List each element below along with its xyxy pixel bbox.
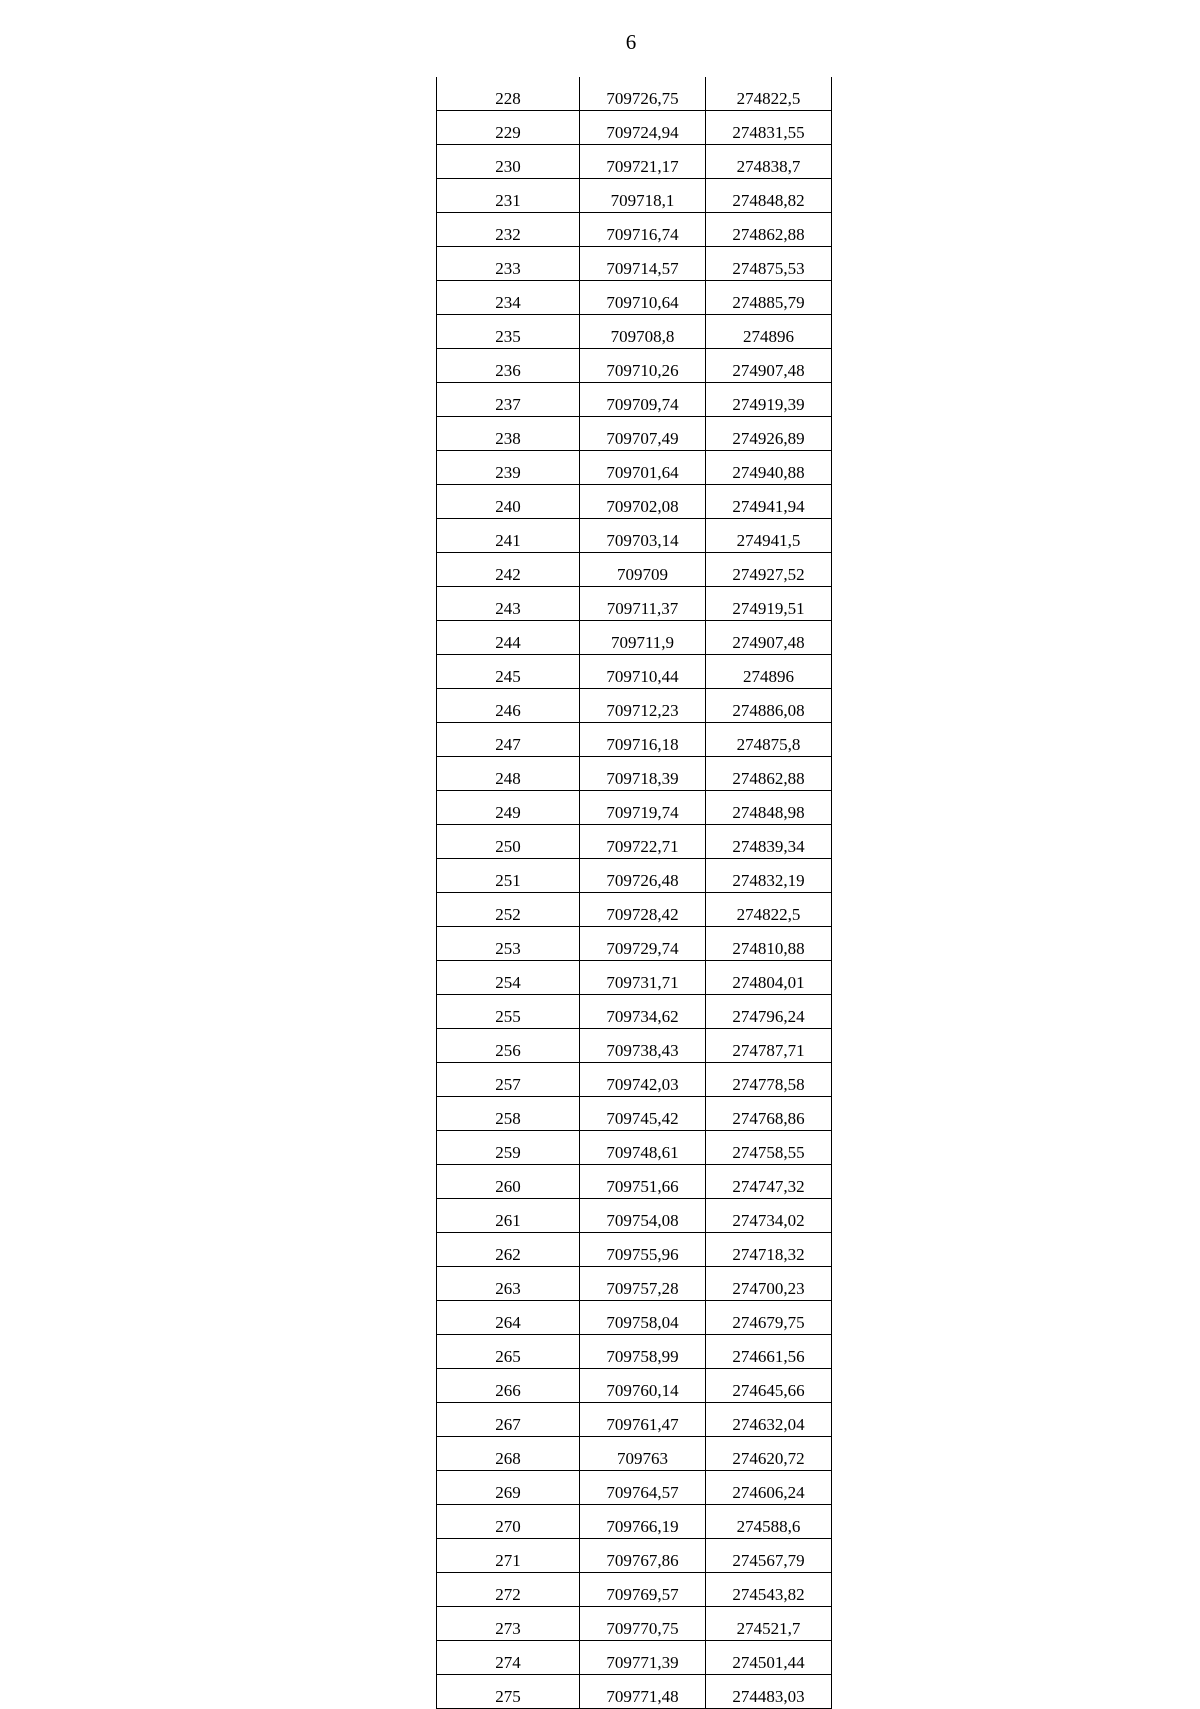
table-row: [437, 383, 832, 417]
x-coordinate-cell: 709701,64: [580, 451, 706, 485]
x-coordinate-cell: 709728,42: [580, 893, 706, 927]
point-number-cell: 230: [437, 145, 580, 179]
table-row: [437, 111, 832, 145]
x-coordinate-cell: 709771,48: [580, 1675, 706, 1709]
table-row: [437, 247, 832, 281]
y-coordinate-cell: 274606,24: [706, 1471, 832, 1505]
x-coordinate-cell: 709742,03: [580, 1063, 706, 1097]
x-coordinate-cell: 709748,61: [580, 1131, 706, 1165]
x-coordinate-cell: 709708,8: [580, 315, 706, 349]
point-number-cell: 259: [437, 1131, 580, 1165]
point-number-cell: 235: [437, 315, 580, 349]
table-row: [437, 1335, 832, 1369]
page-number: 6: [625, 30, 637, 54]
table-row: [437, 315, 832, 349]
table-row: [437, 1097, 832, 1131]
point-number-cell: 243: [437, 587, 580, 621]
coordinates-table: [436, 77, 832, 1709]
table-row: [437, 1063, 832, 1097]
y-coordinate-cell: 274862,88: [706, 213, 832, 247]
table-row: [437, 655, 832, 689]
x-coordinate-cell: 709711,9: [580, 621, 706, 655]
point-number-cell: 229: [437, 111, 580, 145]
x-coordinate-cell: 709716,18: [580, 723, 706, 757]
y-coordinate-cell: 274758,55: [706, 1131, 832, 1165]
x-coordinate-cell: 709719,74: [580, 791, 706, 825]
x-coordinate-cell: 709771,39: [580, 1641, 706, 1675]
y-coordinate-cell: 274822,5: [706, 77, 832, 111]
table-row: [437, 417, 832, 451]
y-coordinate-cell: 274787,71: [706, 1029, 832, 1063]
point-number-cell: 250: [437, 825, 580, 859]
y-coordinate-cell: 274483,03: [706, 1675, 832, 1709]
table-row: [437, 1539, 832, 1573]
table-row: [437, 519, 832, 553]
point-number-cell: 257: [437, 1063, 580, 1097]
y-coordinate-cell: 274521,7: [706, 1607, 832, 1641]
table-row: [437, 791, 832, 825]
table-row: [437, 587, 832, 621]
y-coordinate-cell: 274645,66: [706, 1369, 832, 1403]
table-row: [437, 553, 832, 587]
table-row: [437, 1029, 832, 1063]
x-coordinate-cell: 709702,08: [580, 485, 706, 519]
point-number-cell: 234: [437, 281, 580, 315]
x-coordinate-cell: 709769,57: [580, 1573, 706, 1607]
table-row: [437, 1165, 832, 1199]
table-row: [437, 77, 832, 111]
y-coordinate-cell: 274907,48: [706, 349, 832, 383]
y-coordinate-cell: 274875,53: [706, 247, 832, 281]
y-coordinate-cell: 274926,89: [706, 417, 832, 451]
y-coordinate-cell: 274896: [706, 315, 832, 349]
point-number-cell: 232: [437, 213, 580, 247]
y-coordinate-cell: 274848,98: [706, 791, 832, 825]
point-number-cell: 272: [437, 1573, 580, 1607]
table-row: [437, 1267, 832, 1301]
y-coordinate-cell: 274796,24: [706, 995, 832, 1029]
x-coordinate-cell: 709707,49: [580, 417, 706, 451]
x-coordinate-cell: 709758,99: [580, 1335, 706, 1369]
point-number-cell: 239: [437, 451, 580, 485]
x-coordinate-cell: 709754,08: [580, 1199, 706, 1233]
point-number-cell: 274: [437, 1641, 580, 1675]
point-number-cell: 238: [437, 417, 580, 451]
point-number-cell: 264: [437, 1301, 580, 1335]
y-coordinate-cell: 274941,5: [706, 519, 832, 553]
y-coordinate-cell: 274940,88: [706, 451, 832, 485]
x-coordinate-cell: 709770,75: [580, 1607, 706, 1641]
point-number-cell: 249: [437, 791, 580, 825]
table-row: [437, 621, 832, 655]
x-coordinate-cell: 709766,19: [580, 1505, 706, 1539]
y-coordinate-cell: 274927,52: [706, 553, 832, 587]
y-coordinate-cell: 274886,08: [706, 689, 832, 723]
point-number-cell: 258: [437, 1097, 580, 1131]
y-coordinate-cell: 274848,82: [706, 179, 832, 213]
point-number-cell: 262: [437, 1233, 580, 1267]
x-coordinate-cell: 709709: [580, 553, 706, 587]
table-row: [437, 893, 832, 927]
x-coordinate-cell: 709751,66: [580, 1165, 706, 1199]
y-coordinate-cell: 274700,23: [706, 1267, 832, 1301]
table-row: [437, 145, 832, 179]
x-coordinate-cell: 709718,39: [580, 757, 706, 791]
table-row: [437, 1641, 832, 1675]
y-coordinate-cell: 274632,04: [706, 1403, 832, 1437]
x-coordinate-cell: 709710,44: [580, 655, 706, 689]
point-number-cell: 269: [437, 1471, 580, 1505]
y-coordinate-cell: 274907,48: [706, 621, 832, 655]
point-number-cell: 256: [437, 1029, 580, 1063]
point-number-cell: 255: [437, 995, 580, 1029]
point-number-cell: 251: [437, 859, 580, 893]
point-number-cell: 254: [437, 961, 580, 995]
x-coordinate-cell: 709758,04: [580, 1301, 706, 1335]
y-coordinate-cell: 274588,6: [706, 1505, 832, 1539]
point-number-cell: 265: [437, 1335, 580, 1369]
point-number-cell: 237: [437, 383, 580, 417]
y-coordinate-cell: 274810,88: [706, 927, 832, 961]
point-number-cell: 246: [437, 689, 580, 723]
table-row: [437, 179, 832, 213]
x-coordinate-cell: 709734,62: [580, 995, 706, 1029]
table-row: [437, 1233, 832, 1267]
point-number-cell: 253: [437, 927, 580, 961]
x-coordinate-cell: 709738,43: [580, 1029, 706, 1063]
x-coordinate-cell: 709760,14: [580, 1369, 706, 1403]
x-coordinate-cell: 709724,94: [580, 111, 706, 145]
y-coordinate-cell: 274734,02: [706, 1199, 832, 1233]
x-coordinate-cell: 709757,28: [580, 1267, 706, 1301]
x-coordinate-cell: 709731,71: [580, 961, 706, 995]
y-coordinate-cell: 274862,88: [706, 757, 832, 791]
y-coordinate-cell: 274885,79: [706, 281, 832, 315]
point-number-cell: 263: [437, 1267, 580, 1301]
point-number-cell: 268: [437, 1437, 580, 1471]
table-row: [437, 281, 832, 315]
table-row: [437, 1403, 832, 1437]
table-row: [437, 1301, 832, 1335]
point-number-cell: 228: [437, 77, 580, 111]
x-coordinate-cell: 709712,23: [580, 689, 706, 723]
table-row: [437, 723, 832, 757]
table-row: [437, 1471, 832, 1505]
table-row: [437, 349, 832, 383]
point-number-cell: 252: [437, 893, 580, 927]
y-coordinate-cell: 274875,8: [706, 723, 832, 757]
y-coordinate-cell: 274831,55: [706, 111, 832, 145]
y-coordinate-cell: 274804,01: [706, 961, 832, 995]
coordinates-table-body: [437, 77, 832, 1709]
table-row: [437, 485, 832, 519]
point-number-cell: 236: [437, 349, 580, 383]
point-number-cell: 245: [437, 655, 580, 689]
y-coordinate-cell: 274822,5: [706, 893, 832, 927]
table-row: [437, 1369, 832, 1403]
y-coordinate-cell: 274620,72: [706, 1437, 832, 1471]
point-number-cell: 233: [437, 247, 580, 281]
y-coordinate-cell: 274896: [706, 655, 832, 689]
y-coordinate-cell: 274501,44: [706, 1641, 832, 1675]
y-coordinate-cell: 274778,58: [706, 1063, 832, 1097]
y-coordinate-cell: 274567,79: [706, 1539, 832, 1573]
table-row: [437, 859, 832, 893]
table-row: [437, 1505, 832, 1539]
x-coordinate-cell: 709764,57: [580, 1471, 706, 1505]
x-coordinate-cell: 709722,71: [580, 825, 706, 859]
x-coordinate-cell: 709726,75: [580, 77, 706, 111]
point-number-cell: 270: [437, 1505, 580, 1539]
table-row: [437, 213, 832, 247]
point-number-cell: 240: [437, 485, 580, 519]
table-row: [437, 995, 832, 1029]
point-number-cell: 275: [437, 1675, 580, 1709]
table-row: [437, 927, 832, 961]
y-coordinate-cell: 274747,32: [706, 1165, 832, 1199]
y-coordinate-cell: 274838,7: [706, 145, 832, 179]
x-coordinate-cell: 709763: [580, 1437, 706, 1471]
y-coordinate-cell: 274919,51: [706, 587, 832, 621]
point-number-cell: 261: [437, 1199, 580, 1233]
point-number-cell: 271: [437, 1539, 580, 1573]
table-row: [437, 1607, 832, 1641]
table-row: [437, 1675, 832, 1709]
x-coordinate-cell: 709729,74: [580, 927, 706, 961]
table-row: [437, 1573, 832, 1607]
table-row: [437, 1199, 832, 1233]
x-coordinate-cell: 709710,64: [580, 281, 706, 315]
point-number-cell: 231: [437, 179, 580, 213]
point-number-cell: 260: [437, 1165, 580, 1199]
y-coordinate-cell: 274919,39: [706, 383, 832, 417]
point-number-cell: 267: [437, 1403, 580, 1437]
point-number-cell: 266: [437, 1369, 580, 1403]
table-row: [437, 1437, 832, 1471]
x-coordinate-cell: 709745,42: [580, 1097, 706, 1131]
x-coordinate-cell: 709711,37: [580, 587, 706, 621]
point-number-cell: 244: [437, 621, 580, 655]
table-row: [437, 961, 832, 995]
point-number-cell: 248: [437, 757, 580, 791]
x-coordinate-cell: 709755,96: [580, 1233, 706, 1267]
point-number-cell: 273: [437, 1607, 580, 1641]
y-coordinate-cell: 274768,86: [706, 1097, 832, 1131]
table-row: [437, 689, 832, 723]
y-coordinate-cell: 274661,56: [706, 1335, 832, 1369]
y-coordinate-cell: 274839,34: [706, 825, 832, 859]
table-row: [437, 825, 832, 859]
x-coordinate-cell: 709721,17: [580, 145, 706, 179]
table-row: [437, 451, 832, 485]
point-number-cell: 247: [437, 723, 580, 757]
x-coordinate-cell: 709709,74: [580, 383, 706, 417]
y-coordinate-cell: 274941,94: [706, 485, 832, 519]
x-coordinate-cell: 709703,14: [580, 519, 706, 553]
point-number-cell: 242: [437, 553, 580, 587]
x-coordinate-cell: 709726,48: [580, 859, 706, 893]
table-row: [437, 1131, 832, 1165]
x-coordinate-cell: 709767,86: [580, 1539, 706, 1573]
y-coordinate-cell: 274679,75: [706, 1301, 832, 1335]
point-number-cell: 241: [437, 519, 580, 553]
y-coordinate-cell: 274718,32: [706, 1233, 832, 1267]
x-coordinate-cell: 709761,47: [580, 1403, 706, 1437]
x-coordinate-cell: 709716,74: [580, 213, 706, 247]
table-row: [437, 757, 832, 791]
y-coordinate-cell: 274832,19: [706, 859, 832, 893]
y-coordinate-cell: 274543,82: [706, 1573, 832, 1607]
x-coordinate-cell: 709718,1: [580, 179, 706, 213]
x-coordinate-cell: 709714,57: [580, 247, 706, 281]
x-coordinate-cell: 709710,26: [580, 349, 706, 383]
